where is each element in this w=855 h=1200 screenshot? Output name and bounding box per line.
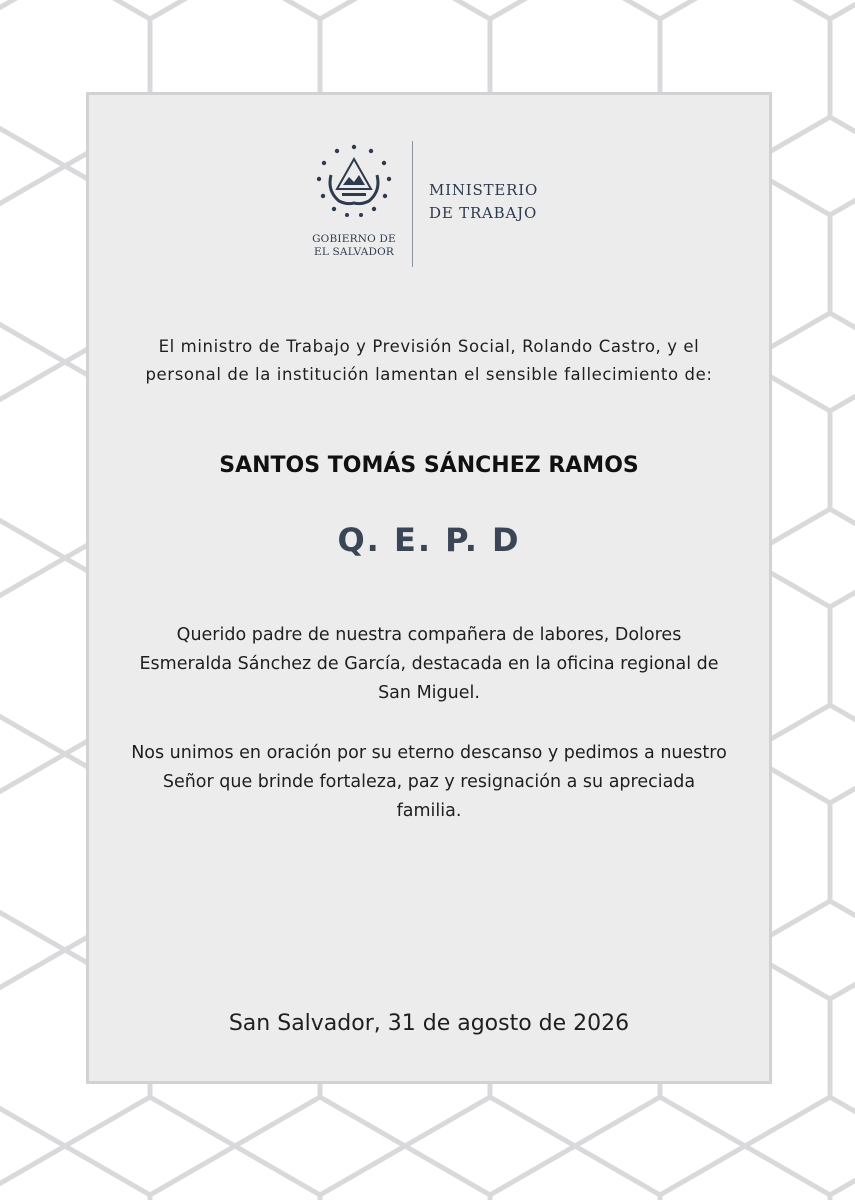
relation-paragraph: Querido padre de nuestra compañera de labores, Dolores Esmeralda Sánchez de García, destacada en la oficina regional de San Miguel. <box>139 625 719 703</box>
place-date: San Salvador, 31 de agosto de 2026 <box>228 1011 630 1036</box>
prayer-paragraph: Nos unimos en oración por su eterno descanso y pedimos a nuestro Señor que brinde fortaleza, paz y resignación a su apreciada familia. <box>131 743 727 821</box>
intro-text: El ministro de Trabajo y Previsión Social, Rolando Castro, y el personal de la institución lamentan el sensible fallecimiento de: <box>145 337 713 384</box>
qepd-text: Q. E. P. D <box>337 521 521 559</box>
deceased-name: SANTOS TOMÁS SÁNCHEZ RAMOS <box>219 453 639 478</box>
el-salvador-coat-of-arms-icon <box>309 141 399 231</box>
header-logo <box>309 141 569 271</box>
logo-divider <box>412 141 413 267</box>
ministry-name: MINISTERIO DE TRABAJO <box>429 181 539 222</box>
government-name: GOBIERNO DE EL SALVADOR <box>312 233 396 258</box>
condolence-card <box>86 92 772 1084</box>
